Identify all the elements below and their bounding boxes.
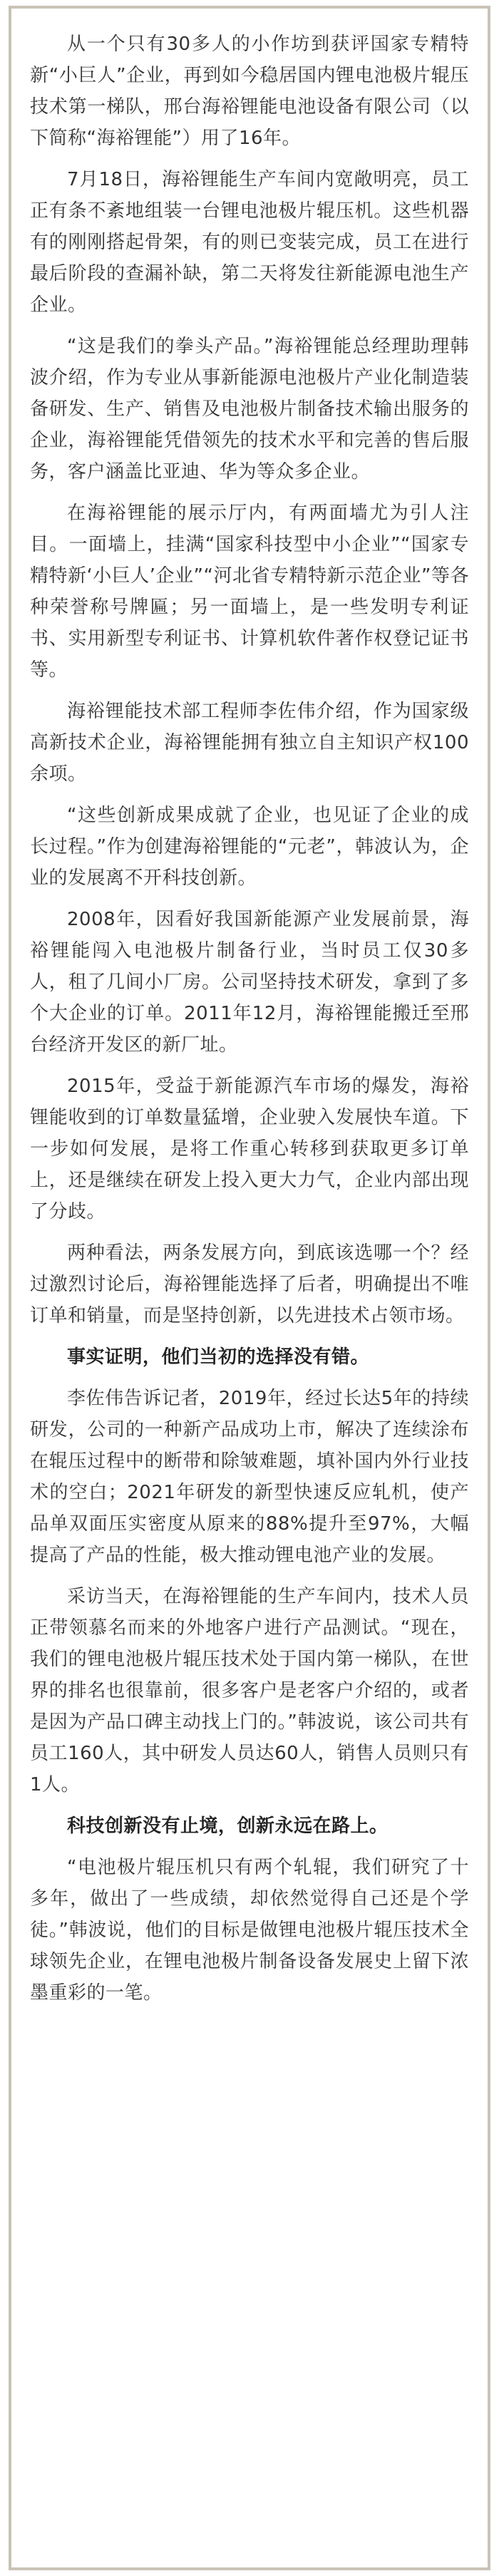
subheading-1: 事实证明，他们当初的选择没有错。 [67, 1346, 370, 1368]
article-frame [9, 6, 490, 2570]
article-body [30, 29, 469, 2019]
paragraph-11: 采访当天，在海裕锂能的生产车间内，技术人员正带领慕名而来的外地客户进行产品测试。“现在，我们的锂电池极片辊压技术处于国内第一梯队，在世界的排名也很靠前，很多客户是老客户介绍的，或者是因为产品口碑主动找上门的。”韩波说，该公司共有员工160人，其中研发人员达60人，销售人员则只有1人。 [30, 1586, 469, 1796]
subheading-2: 科技创新没有止境，创新永远在路上。 [67, 1815, 389, 1837]
paragraph-2: 7月18日，海裕锂能生产车间内宽敞明亮，员工正有条不紊地组装一台锂电池极片辊压机。这些机器有的刚刚搭起骨架，有的则已变装完成，员工在进行最后阶段的查漏补缺，第二天将发往新能源电池生产企业。 [30, 169, 469, 316]
paragraph-12: “电池极片辊压机只有两个轧辊，我们研究了十多年，做出了一些成绩，却依然觉得自己还是个学徒。”韩波说，他们的目标是做锂电池极片辊压技术全球领先企业，在锂电池极片制备设备发展史上留下浓墨重彩的一笔。 [30, 1857, 469, 2004]
paragraph-9: 两种看法，两条发展方向，到底该选哪一个？经过激烈讨论后，海裕锂能选择了后者，明确提出不唯订单和销量，而是坚持创新，以先进技术占领市场。 [30, 1242, 469, 1326]
paragraph-5: 海裕锂能技术部工程师李佐伟介绍，作为国家级高新技术企业，海裕锂能拥有独立自主知识产权100余项。 [30, 701, 469, 785]
paragraph-10: 李佐伟告诉记者，2019年，经过长达5年的持续研发，公司的一种新产品成功上市，解决了连续涂布在辊压过程中的断带和除皱难题，填补国内外行业技术的空白；2021年研发的新型快速反应轧机，使产品单双面压实密度从原来的88%提升至97%，大幅提高了产品的性能，极大推动锂电池产业的发展。 [30, 1388, 469, 1566]
paragraph-3: “这是我们的拳头产品。”海裕锂能总经理助理韩波介绍，作为专业从事新能源电池极片产业化制造装备研发、生产、销售及电池极片制备技术输出服务的企业，海裕锂能凭借领先的技术水平和完善的售后服务，客户涵盖比亚迪、华为等众多企业。 [30, 336, 469, 483]
paragraph-1: 从一个只有30多人的小作坊到获评国家专精特新“小巨人”企业，再到如今稳居国内锂电池极片辊压技术第一梯队，邢台海裕锂能电池设备有限公司（以下简称“海裕锂能”）用了16年。 [30, 34, 469, 149]
paragraph-6: “这些创新成果成就了企业，也见证了企业的成长过程。”作为创建海裕锂能的“元老”，韩波认为，企业的发展离不开科技创新。 [30, 805, 469, 889]
paragraph-8: 2015年，受益于新能源汽车市场的爆发，海裕锂能收到的订单数量猛增，企业驶入发展快车道。下一步如何发展，是将工作重心转移到获取更多订单上，还是继续在研发上投入更大力气，企业内部出现了分歧。 [30, 1076, 469, 1222]
paragraph-7: 2008年，因看好我国新能源产业发展前景，海裕锂能闯入电池极片制备行业，当时员工仅30多人，租了几间小厂房。公司坚持技术研发，拿到了多个大企业的订单。2011年12月，海裕锂能搬迁至邢台经济开发区的新厂址。 [30, 909, 469, 1056]
paragraph-4: 在海裕锂能的展示厅内，有两面墙尤为引人注目。一面墙上，挂满“国家科技型中小企业”“国家专精特新‘小巨人’企业”“河北省专精特新示范企业”等各种荣誉称号牌匾；另一面墙上，是一些发明专利证书、实用新型专利证书、计算机软件著作权登记证书等。 [30, 503, 469, 681]
